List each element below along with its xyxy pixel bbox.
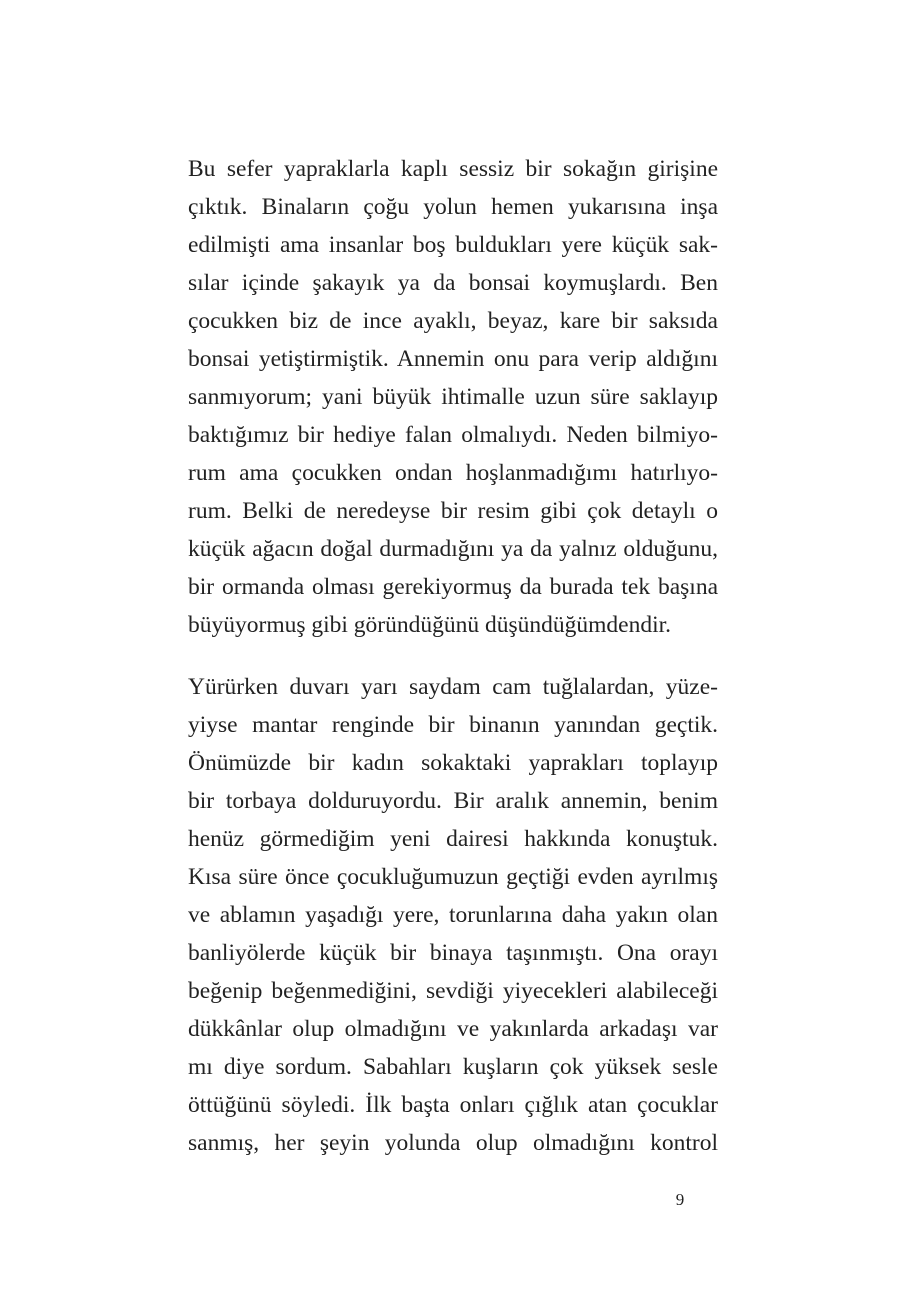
text-line: sanmıyorum; yani büyük ihtimalle uzun süre saklayıp [188, 384, 718, 410]
page-number: 9 [675, 1190, 685, 1209]
text-line: rum. Belki de neredeyse bir resim gibi çok detaylı o [188, 498, 718, 524]
text-line: henüz görmediğim yeni dairesi hakkında konuştuk. [188, 826, 718, 852]
text-line: Kısa süre önce çocukluğumuzun geçtiği evden ayrılmış [188, 864, 718, 890]
text-line: edilmişti ama insanlar boş buldukları yere küçük sak- [188, 232, 718, 258]
text-line: bir torbaya dolduruyordu. Bir aralık annemin, benim [188, 788, 718, 814]
text-line: öttüğünü söyledi. İlk başta onları çığlık atan çocuklar [188, 1092, 718, 1118]
text-line: Önümüzde bir kadın sokaktaki yaprakları toplayıp [188, 750, 718, 776]
text-line: çocukken biz de ince ayaklı, beyaz, kare bir saksıda [188, 308, 718, 334]
text-line: bir ormanda olması gerekiyormuş da burada tek başına [188, 574, 718, 600]
text-line: Bu sefer yapraklarla kaplı sessiz bir sokağın girişine [188, 156, 718, 182]
text-line-last: büyüyormuş gibi göründüğünü düşündüğümdendir. [188, 612, 672, 638]
text-line: küçük ağacın doğal durmadığını ya da yalnız olduğunu, [188, 536, 718, 562]
text-line: banliyölerde küçük bir binaya taşınmıştı. Ona orayı [188, 940, 718, 966]
text-line: sılar içinde şakayık ya da bonsai koymuşlardı. Ben [188, 270, 718, 296]
text-line: beğenip beğenmediğini, sevdiği yiyecekleri alabileceği [188, 978, 718, 1004]
paragraph-2 [188, 668, 718, 1162]
text-line: dükkânlar olup olmadığını ve yakınlarda arkadaşı var [188, 1016, 718, 1042]
text-line: bonsai yetiştirmiştik. Annemin onu para verip aldığını [188, 346, 718, 372]
text-line: rum ama çocukken ondan hoşlanmadığımı hatırlıyo- [188, 460, 718, 486]
text-line: mı diye sordum. Sabahları kuşların çok yüksek sesle [188, 1054, 718, 1080]
text-line: ve ablamın yaşadığı yere, torunlarına daha yakın olan [188, 902, 718, 928]
paragraph-1 [188, 150, 718, 644]
text-line: sanmış, her şeyin yolunda olup olmadığını kontrol [188, 1130, 718, 1156]
text-line: baktığımız bir hediye falan olmalıydı. Neden bilmiyo- [188, 422, 718, 448]
text-line: Yürürken duvarı yarı saydam cam tuğlalardan, yüze- [188, 674, 718, 700]
text-line: çıktık. Binaların çoğu yolun hemen yukarısına inşa [188, 194, 718, 220]
text-line: yiyse mantar renginde bir binanın yanından geçtik. [188, 712, 718, 738]
